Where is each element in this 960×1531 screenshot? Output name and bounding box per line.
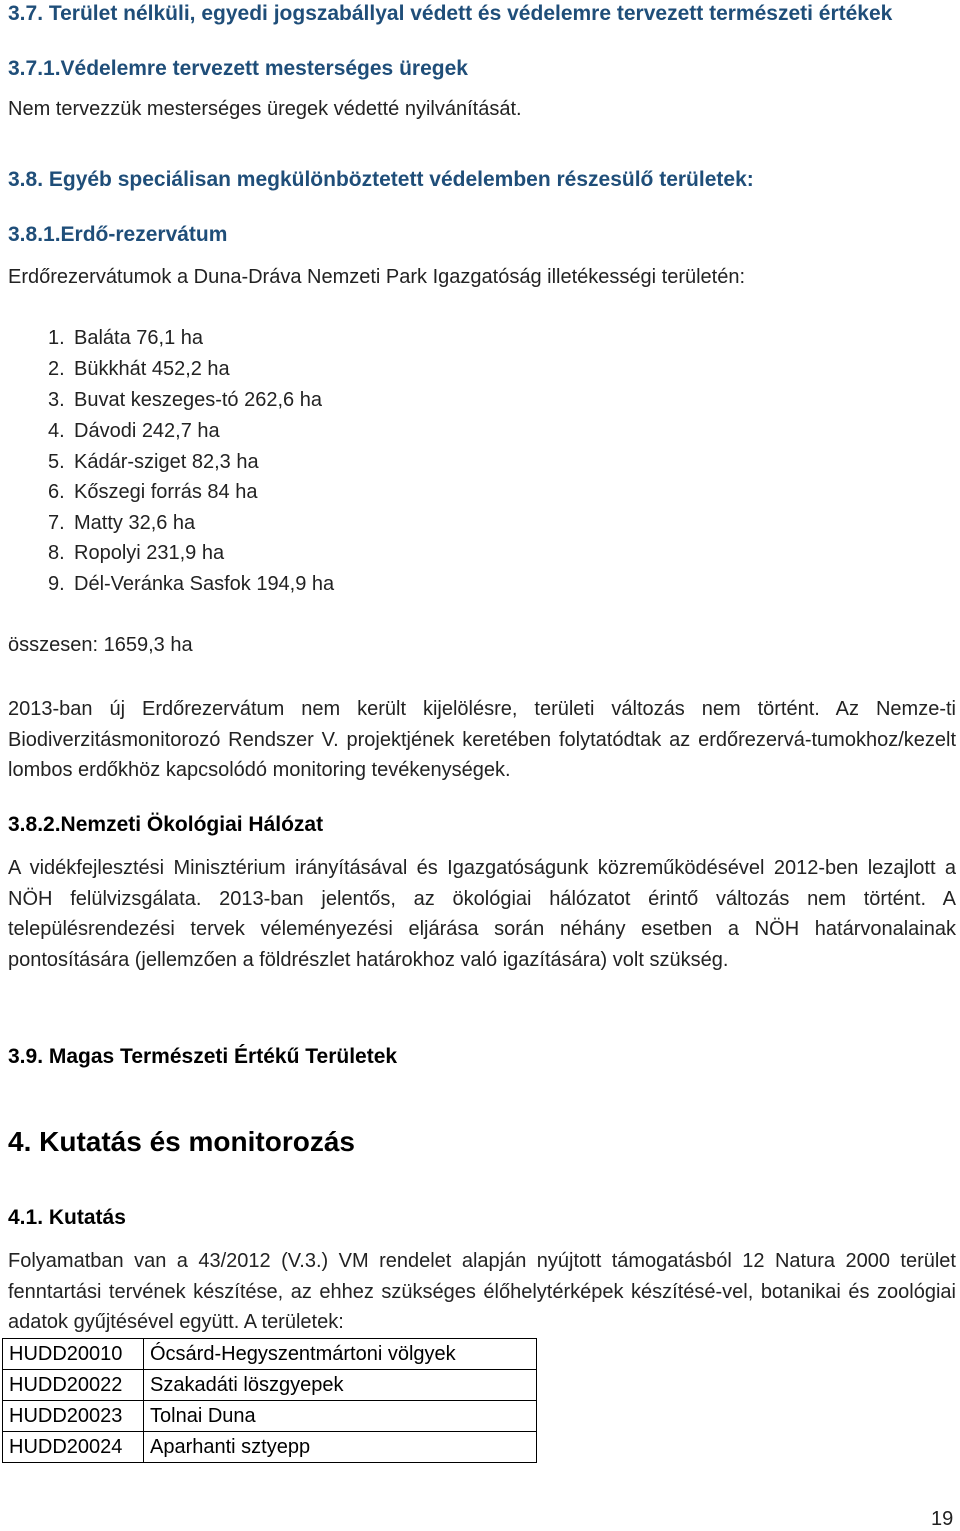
table-row [3,1339,537,1370]
heading-4: 4. Kutatás és monitorozás [8,1126,355,1157]
list-item: 4. Dávodi 242,7 ha [48,420,220,442]
heading-3-9: 3.9. Magas Természeti Értékű Területek [8,1045,398,1068]
list-item: 8. Ropolyi 231,9 ha [48,542,225,564]
paragraph-3-8-2: A vidékfejlesztési Minisztérium irányításával és Igazgatóságunk közreműködésével 2012-ben lezajlott a NÖH felülvizsgálata. 2013-ban jelentős, az ökológiai hálózatot érintő változás nem történt. A településrendezési tervek véleményezési eljárása során néhány esetben a NÖH határvonalainak pontosítására (jellemzően a földrészlet határokhoz való igazítására) volt szükség. [8,857,956,971]
paragraph-3-7-1: Nem tervezzük mesterséges üregek védetté nyilvánítását. [8,98,522,120]
total-area: összesen: 1659,3 ha [8,634,193,656]
heading-number: 3.7.1. [8,57,61,80]
table-row [3,1432,537,1463]
site-code: HUDD20024 [3,1432,144,1463]
list-item: 6. Kőszegi forrás 84 ha [48,481,258,503]
list-item: 2. Bükkhát 452,2 ha [48,358,230,380]
table-row [3,1401,537,1432]
heading-3-8: 3.8. Egyéb speciálisan megkülönböztetett védelemben részesülő területek: [8,168,754,191]
site-name: Aparhanti sztyepp [144,1432,537,1463]
list-item: 1. Baláta 76,1 ha [48,327,203,349]
site-code: HUDD20023 [3,1401,144,1432]
heading-3-7: 3.7. Terület nélküli, egyedi jogszabállyal védett és védelemre tervezett természeti értékek [8,2,893,25]
paragraph-3-8-1: Erdőrezervátumok a Duna-Dráva Nemzeti Park Igazgatóság illetékességi területén: [8,266,746,288]
paragraph-4-1: Folyamatban van a 43/2012 (V.3.) VM rendelet alapján nyújtott támogatásból 12 Natura 2000 terület fenntartási tervének készítése, az ehhez szükséges élőhelytérképek készítésé-vel, botanikai és zoológiai adatok gyűjtésével együtt. A területek: [8,1250,956,1333]
heading-title: Védelemre tervezett mesterséges üregek [60,57,468,80]
site-name: Ócsárd-Hegyszentmártoni völgyek [144,1339,537,1370]
paragraph-2013: 2013-ban új Erdőrezervátum nem került kijelölésre, területi változás nem történt. Az Nemze-ti Biodiverzitásmonitorozó Rendszer V. projektjének keretében folytatódtak az erdőrezervá-tumokhoz/kezelt lombos erdőkhöz kapcsolódó monitoring tevékenységek. [8,698,956,781]
site-name: Tolnai Duna [144,1401,537,1432]
list-item: 5. Kádár-sziget 82,3 ha [48,451,259,473]
heading-title: Nemzeti Ökológiai Hálózat [60,813,324,836]
heading-3-8-1 [8,223,227,247]
heading-number: 3.8.2. [8,813,61,836]
heading-4-1: 4.1. Kutatás [8,1206,126,1229]
page-number: 19 [931,1508,954,1530]
heading-3-8-2 [8,813,323,837]
site-code: HUDD20022 [3,1370,144,1401]
heading-3-7-1 [8,57,468,81]
list-item: 9. Dél-Veránka Sasfok 194,9 ha [48,573,335,595]
heading-title: Erdő-rezervátum [60,223,228,246]
list-item: 3. Buvat keszeges-tó 262,6 ha [48,389,322,411]
heading-number: 3.8.1. [8,223,61,246]
site-name: Szakadáti löszgyepek [144,1370,537,1401]
list-item: 7. Matty 32,6 ha [48,512,196,534]
table-row [3,1370,537,1401]
site-code: HUDD20010 [3,1339,144,1370]
natura-sites-table [2,1338,537,1463]
